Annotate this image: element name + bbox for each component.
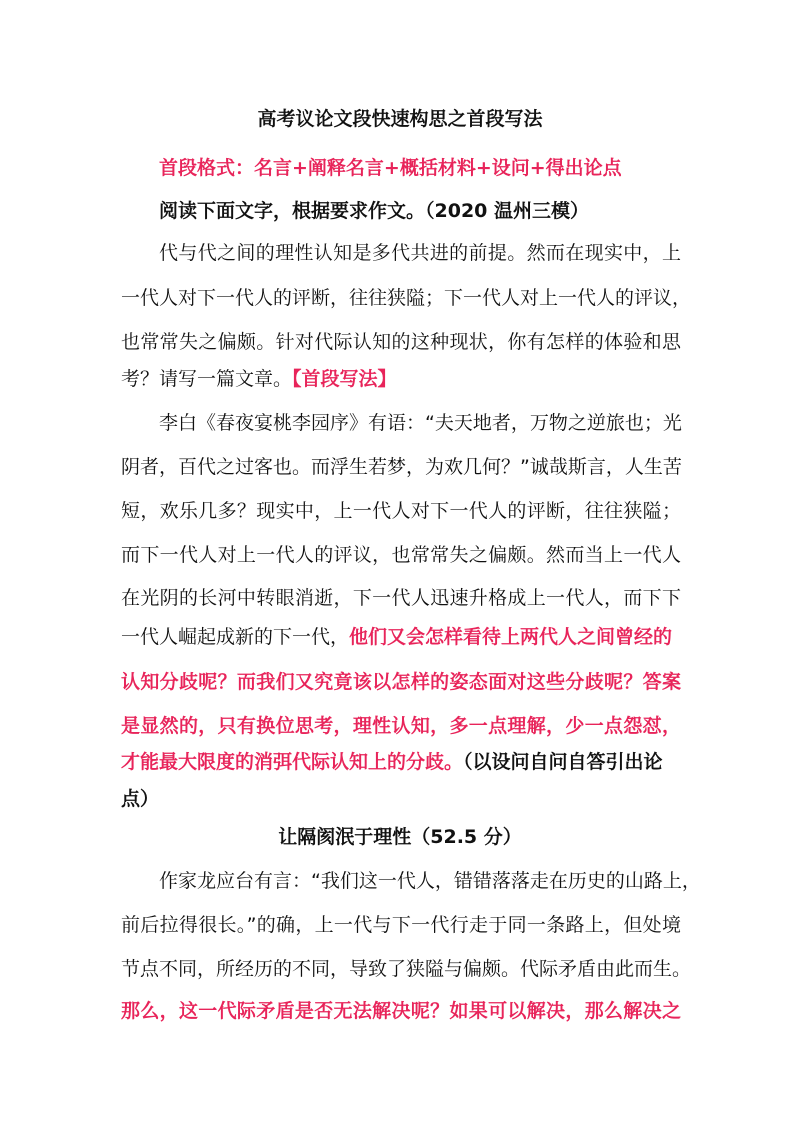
essay-line: 前后拉得很长。”的确，上一代与下一代行走于同一条路上，但处境 — [121, 914, 681, 936]
thesis-text: 才能最大限度的消弭代际认知上的分歧。 — [121, 751, 464, 773]
prompt-line: 也常常失之偏颇。针对代际认知的这种现状，你有怎样的体验和思 — [121, 331, 681, 353]
example-plain-text: 一代人崛起成新的下一代， — [121, 626, 350, 648]
essay-title: 让隔阂泯于理性（52.5 分） — [278, 826, 522, 848]
prompt-last-line — [121, 364, 681, 394]
prompt-line: 一代人对下一代人的评断，往往狭隘；下一代人对上一代人的评议， — [121, 287, 692, 309]
essay-line: 节点不同，所经历的不同，导致了狭隘与偏颇。代际矛盾由此而生。 — [121, 958, 692, 980]
example-line-mixed — [121, 622, 681, 652]
prompt-last-text: 考？请写一篇文章。 — [121, 368, 293, 390]
example-line: 而下一代人对上一代人的评议，也常常失之偏颇。然而当上一代人 — [121, 544, 681, 566]
prompt-line: 代与代之间的理性认知是多代共进的前提。然而在现实中，上 — [159, 242, 681, 264]
example-highlight-line: 是显然的，只有换位思考，理性认知，多一点理解，少一点怨怼， — [121, 715, 681, 737]
example-highlight-text: 他们又会怎样看待上两代人之间曾经的 — [349, 626, 673, 648]
first-paragraph-tag: 【首段写法】 — [292, 368, 397, 390]
example-line: 在光阴的长河中转眼消逝，下一代人迅速升格成上一代人，而下下 — [121, 587, 681, 609]
example-line: 短，欢乐几多？现实中，上一代人对下一代人的评断，往往狭隘； — [121, 500, 681, 522]
essay-highlight-line: 那么，这一代际矛盾是否无法解决呢？如果可以解决，那么解决之 — [121, 1000, 681, 1022]
example-line-thesis — [121, 747, 681, 777]
prompt-heading: 阅读下面文字，根据要求作文。（2020 温州三模） — [159, 200, 589, 222]
example-highlight-line: 认知分歧呢？而我们又究竟该以怎样的姿态面对这些分歧呢？答案 — [121, 671, 681, 693]
example-line: 阴者，百代之过客也。而浮生若梦，为欢几何？”诚哉斯言，人生苦 — [121, 456, 682, 478]
method-note-end: 点） — [121, 788, 160, 810]
format-line: 首段格式：名言+阐释名言+概括材料+设问+得出论点 — [159, 157, 622, 179]
essay-line: 作家龙应台有言：“我们这一代人，错错落落走在历史的山路上， — [159, 870, 701, 892]
document-title: 高考议论文段快速构思之首段写法 — [257, 108, 543, 130]
example-line: 李白《春夜宴桃李园序》有语：“夫天地者，万物之逆旅也；光 — [159, 412, 682, 434]
method-note: （以设问自问自答引出论 — [463, 751, 663, 773]
